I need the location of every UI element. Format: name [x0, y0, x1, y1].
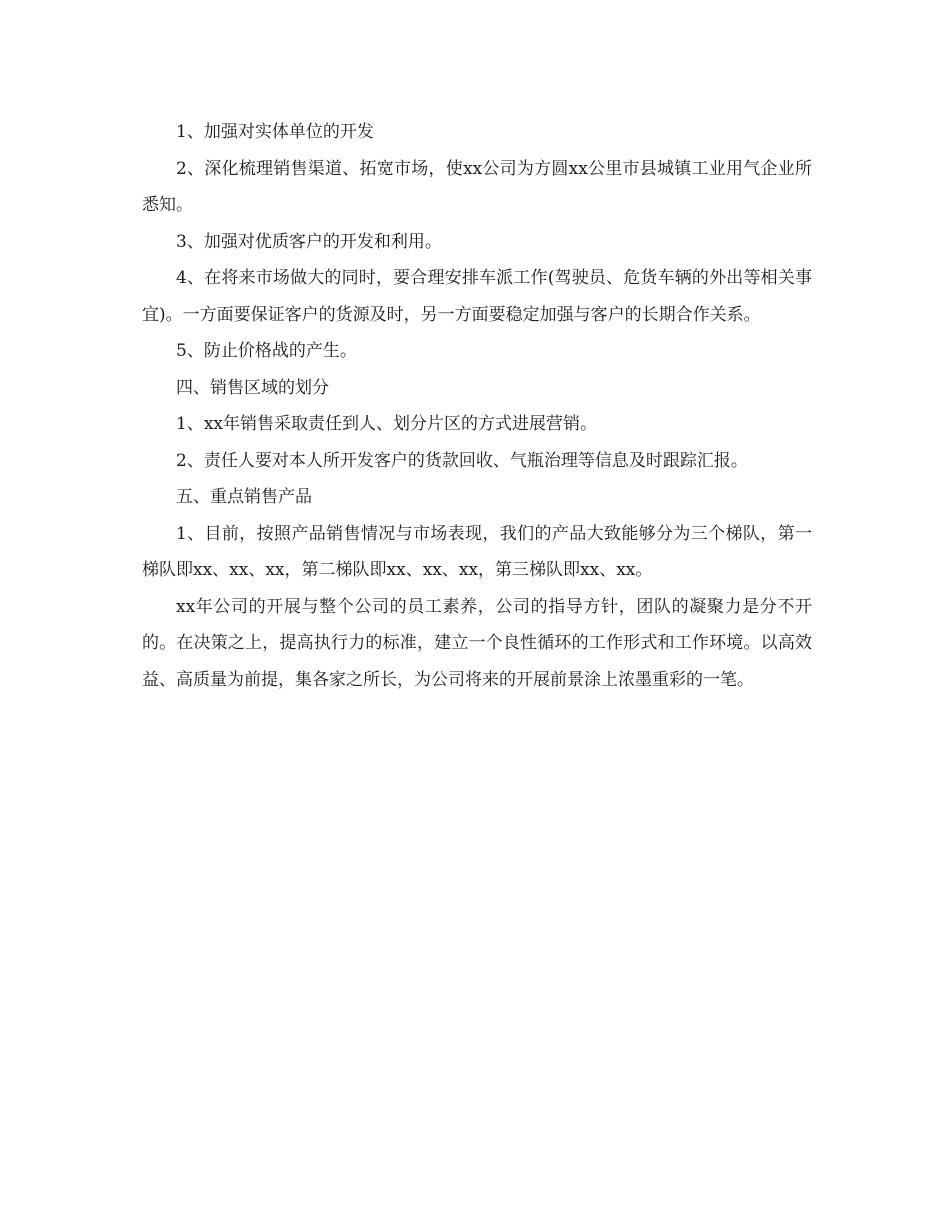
paragraph-3: 3、加强对优质客户的开发和利用。	[176, 231, 442, 252]
paragraph-8: 2、责任人要对本人所开发客户的货款回收、气瓶治理等信息及时跟踪汇报。	[176, 450, 748, 471]
paragraph-2: 2、深化梳理销售渠道、拓宽市场，使xx公司为方圆xx公里市县城镇工业用气企业所悉知。	[142, 158, 812, 215]
document-body	[142, 114, 812, 698]
paragraph-5: 5、防止价格战的产生。	[176, 341, 357, 361]
paragraph-10: 1、目前，按照产品销售情况与市场表现，我们的产品大致能够分为三个梯队，第一梯队即xx、xx、xx，第二梯队即xx、xx、xx，第三梯队即xx、xx。	[142, 523, 812, 580]
paragraph-1: 1、加强对实体单位的开发	[176, 122, 374, 142]
paragraph-11: xx年公司的开展与整个公司的员工素养，公司的指导方针，团队的凝聚力是分不开的。在决策之上，提高执行力的标准，建立一个良性循环的工作形式和工作环境。以高效益、高质量为前提，集各家之所长，为公司将来的开展前景涂上浓墨重彩的一笔。	[142, 596, 812, 690]
section-heading-key-products: 五、重点销售产品	[176, 487, 312, 507]
section-heading-sales-region: 四、销售区域的划分	[176, 377, 329, 398]
paragraph-4: 4、在将来市场做大的同时，要合理安排车派工作(驾驶员、危货车辆的外出等相关事宜)。一方面要保证客户的货源及时，另一方面要稳定加强与客户的长期合作关系。	[142, 268, 812, 325]
paragraph-7: 1、xx年销售采取责任到人、划分片区的方式进展营销。	[176, 414, 597, 434]
